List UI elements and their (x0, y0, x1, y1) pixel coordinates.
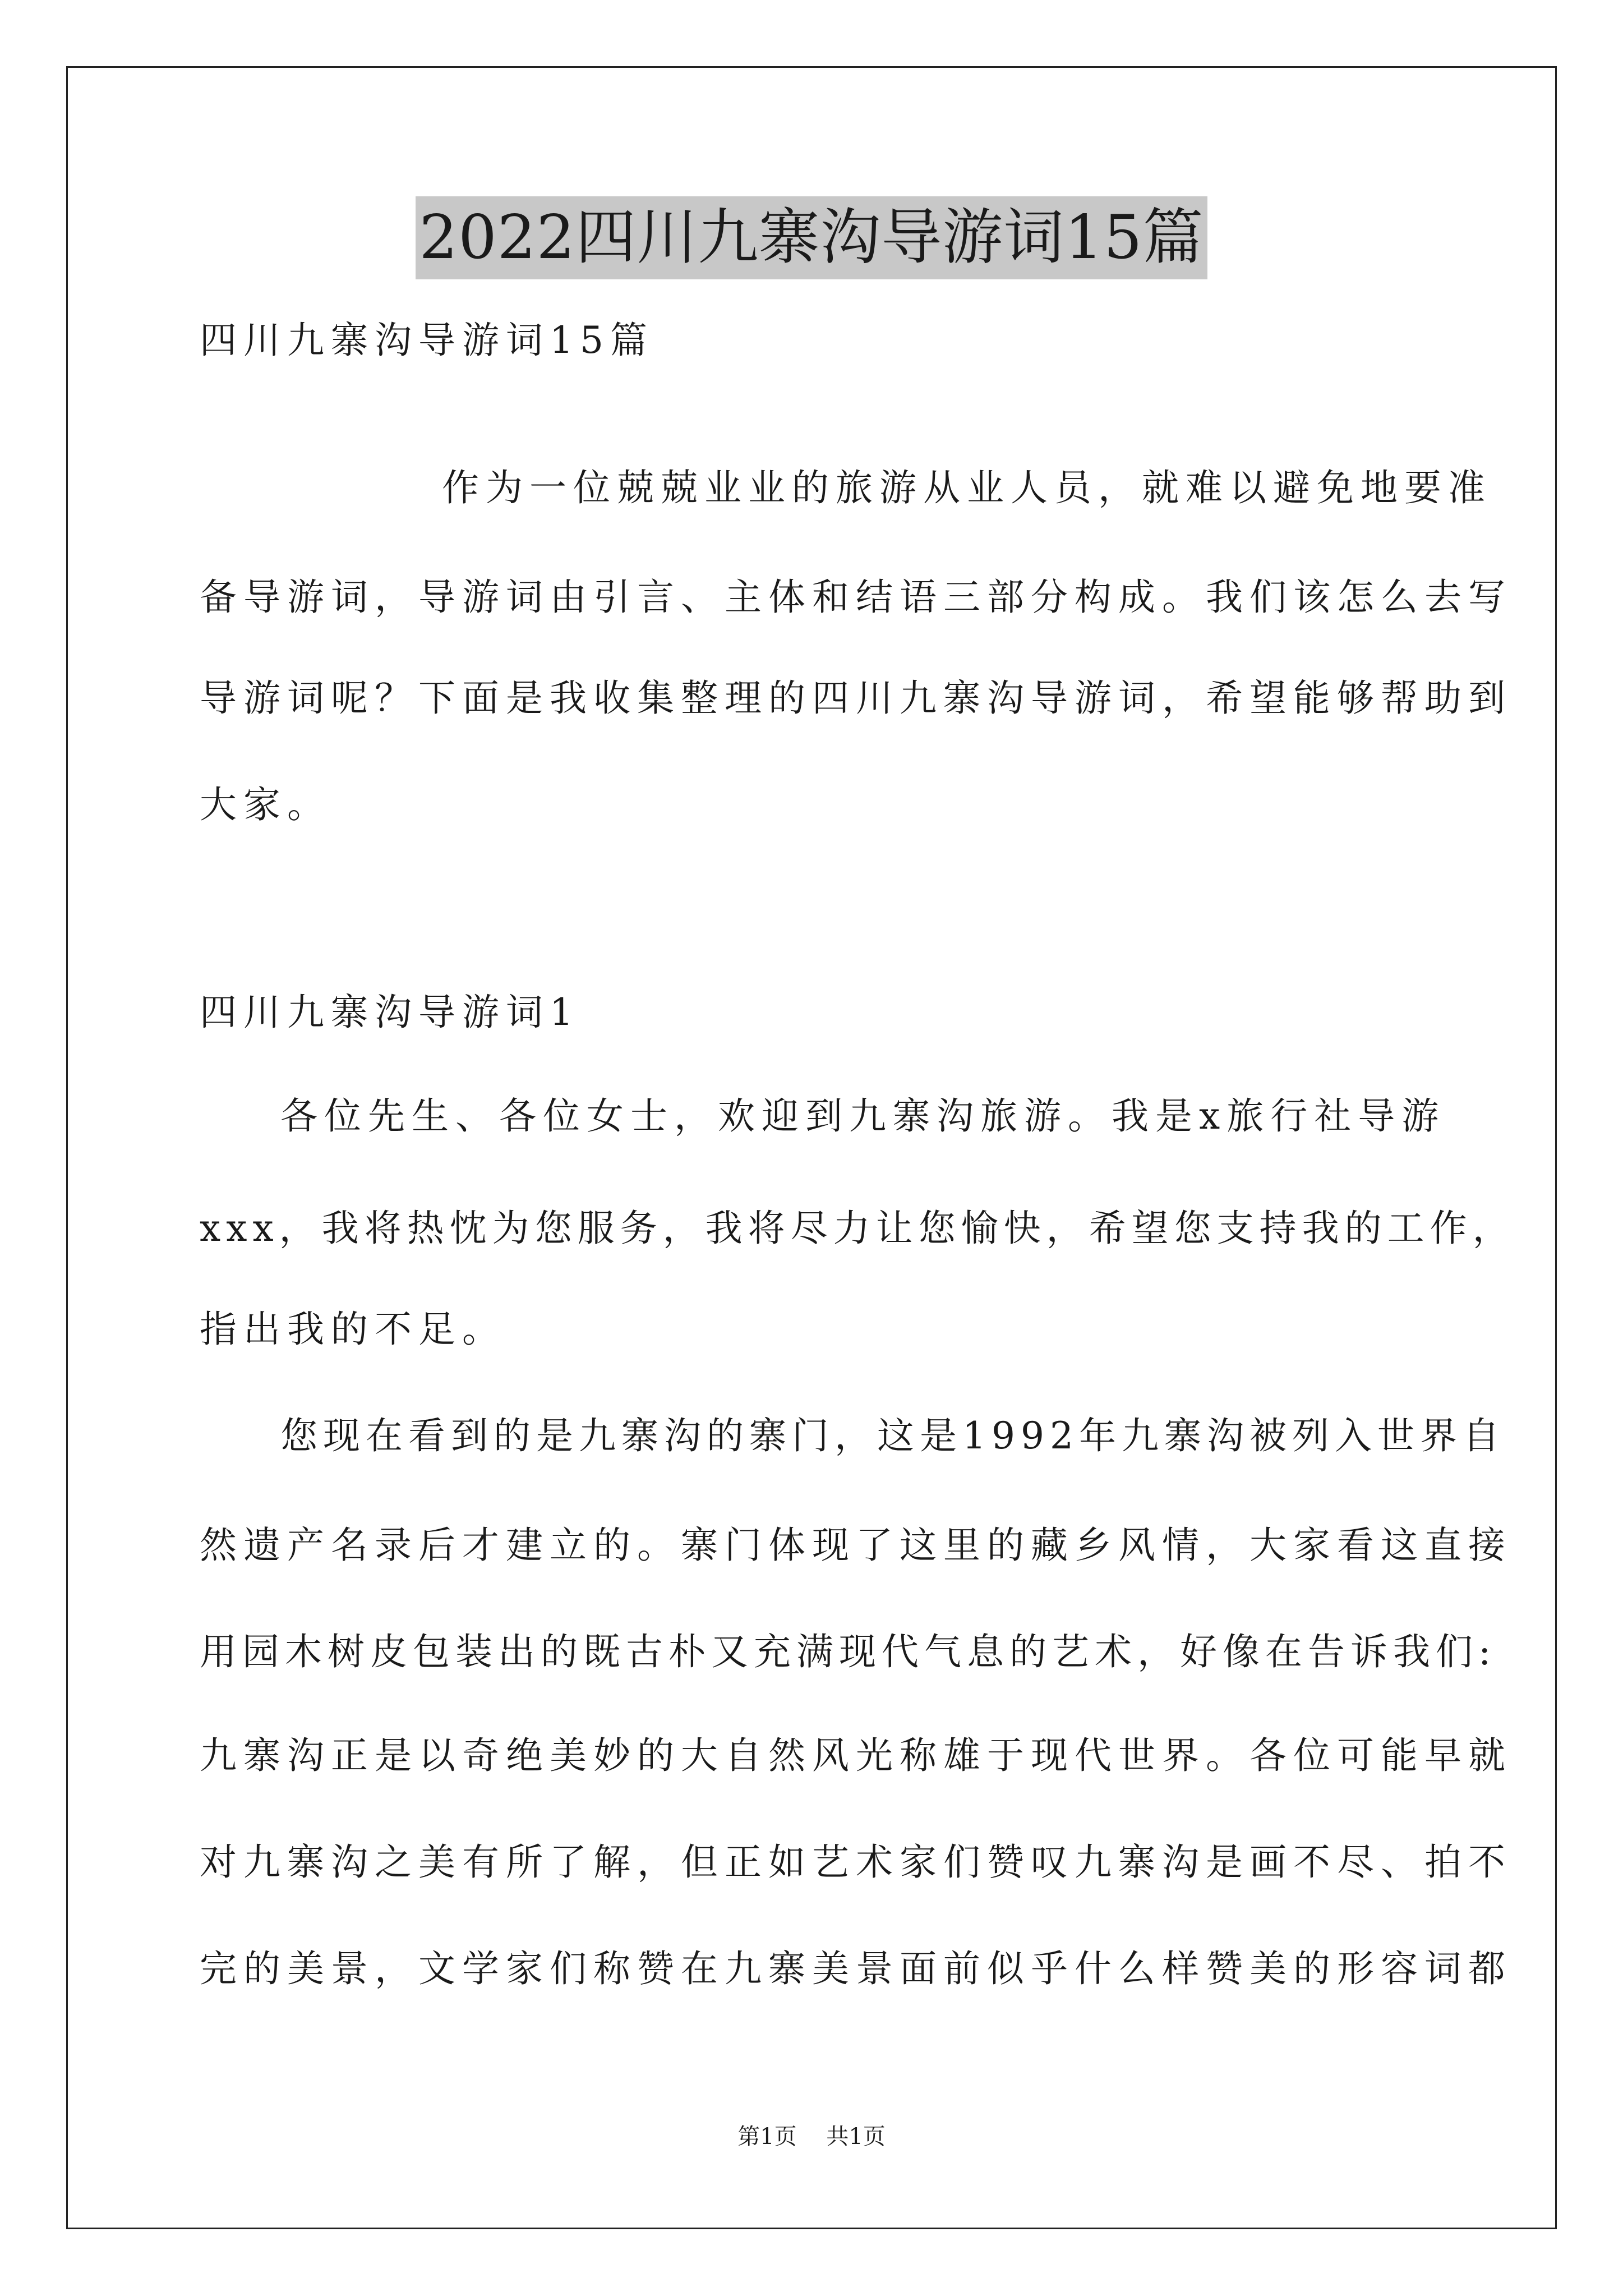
title-block (0, 196, 1623, 279)
paragraph-line: 备导游词，导游词由引言、主体和结语三部分构成。我们该怎么去写 (200, 576, 1512, 619)
paragraph-line: 导游词呢？下面是我收集整理的四川九寨沟导游词，希望能够帮助到 (200, 677, 1512, 720)
paragraph-line: 指出我的不足。 (200, 1308, 506, 1351)
section-heading: 四川九寨沟导游词1 (200, 991, 580, 1034)
paragraph-line: 大家。 (200, 783, 331, 826)
document-title: 2022四川九寨沟导游词15篇 (416, 196, 1207, 279)
paragraph-line: 作为一位兢兢业业的旅游从业人员，就难以避免地要准 (442, 466, 1492, 509)
page-border (66, 66, 1557, 2229)
paragraph-line: 然遗产名录后才建立的。寨门体现了这里的藏乡风情，大家看这直接 (200, 1524, 1512, 1567)
paragraph-line: 您现在看到的是九寨沟的寨门，这是1992年九寨沟被列入世界自 (280, 1414, 1505, 1457)
page-total: 共1页 (826, 2124, 886, 2150)
paragraph-line: 用园木树皮包装出的既古朴又充满现代气息的艺术，好像在告诉我们: (200, 1630, 1497, 1673)
paragraph-line: 完的美景，文学家们称赞在九寨美景面前似乎什么样赞美的形容词都 (200, 1947, 1512, 1990)
page-number: 第1页 (737, 2124, 797, 2150)
paragraph-line: 九寨沟正是以奇绝美妙的大自然风光称雄于现代世界。各位可能早就 (200, 1734, 1512, 1777)
page-footer (0, 2123, 1623, 2151)
paragraph-line: 各位先生、各位女士，欢迎到九寨沟旅游。我是x旅行社导游 (280, 1094, 1446, 1138)
subtitle-line: 四川九寨沟导游词15篇 (200, 319, 654, 362)
paragraph-line: xxx，我将热忱为您服务，我将尽力让您愉快，希望您支持我的工作， (200, 1207, 1515, 1250)
paragraph-line: 对九寨沟之美有所了解，但正如艺术家们赞叹九寨沟是画不尽、拍不 (200, 1841, 1512, 1884)
